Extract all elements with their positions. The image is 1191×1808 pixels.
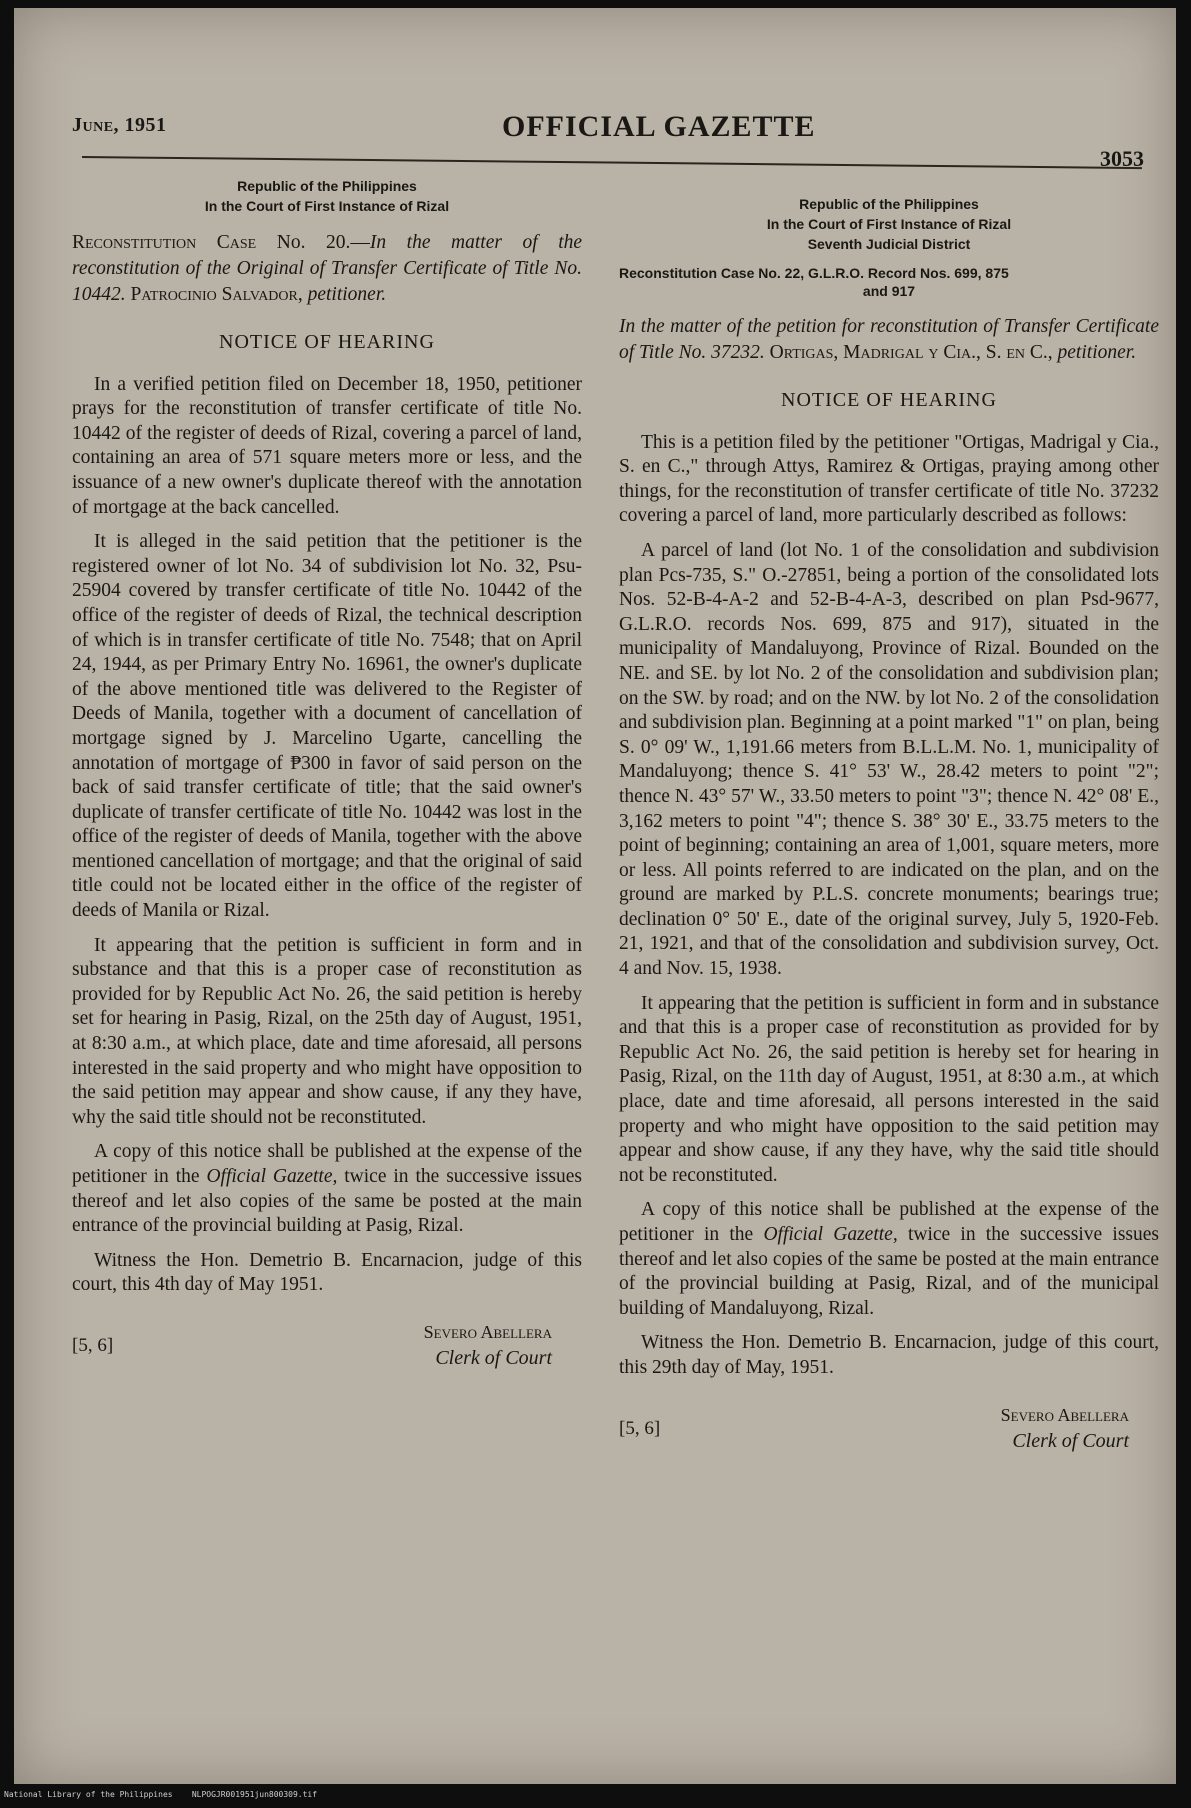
issue-ref: [5, 6] — [72, 1334, 114, 1356]
clerk-name: Severo Abellera — [423, 1321, 552, 1342]
court-line: Republic of the Philippines — [799, 196, 979, 212]
case-caption — [619, 314, 1159, 366]
left-notice — [72, 176, 582, 1380]
signature-block — [619, 1403, 1159, 1463]
petitioner-name: Ortigas, Madrigal y Cia., S. en C., — [769, 342, 1053, 363]
record-text: and 917 — [862, 283, 916, 299]
notice-title: NOTICE OF HEARING — [219, 331, 435, 353]
court-line: In the Court of First Instance of Rizal — [766, 216, 1012, 232]
paragraph — [72, 1140, 582, 1238]
clerk-name: Severo Abellera — [1000, 1404, 1129, 1425]
court-line: Republic of the Philippines — [237, 178, 417, 194]
paragraph: In a verified petition filed on December 18, 1950, petitioner prays for the reconstitution of transfer certificate of title No. 10442 of the register of deeds of Rizal, covering a parcel of land, containing an area of 571 square meters more or less, and the issuance of a new owner's duplicate thereof with the annotation of mortgage at the back cancelled. — [72, 373, 582, 518]
paragraph-text: A copy of this notice shall be published at the expense of the petitioner in the — [72, 1141, 582, 1187]
case-caption — [72, 230, 582, 308]
paragraph: It appearing that the petition is sufficient in form and in substance and that this is a proper case of reconstitution as provided for by Republic Act No. 26, the said petition is hereby set for hearing in Pasig, Rizal, on the 25th day of August, 1951, at 8:30 a.m., at which place, date and time aforesaid, all persons interested in the said property and who might have opposition to the said petition may appear and show cause, if any they have, why the said title should not be reconstituted. — [72, 934, 582, 1128]
gazette-name: Official Gazette, — [206, 1166, 338, 1187]
paragraph-text: twice in the successive issues thereof and let also copies of the same be posted at the main entrance of the provincial building at Pasig, Rizal. — [72, 1166, 582, 1237]
paragraph-text: twice in the successive issues thereof and let also copies of the same be posted at the main entrance of the provincial building at Pasig, Rizal, and of the municipal building of Mandaluyong, Rizal. — [619, 1224, 1159, 1319]
record-line — [619, 264, 1159, 300]
paragraph: It appearing that the petition is sufficient in form and in substance and that this is a proper case of reconstitution as provided for by Republic Act No. 26, the said petition is hereby set for hearing in Pasig, Rizal, on the 11th day of August, 1951, at 8:30 a.m., at which place, date and time aforesaid, all persons interested in the said property and who might have opposition to the said petition may appear and show cause, if any they have, why the said title should not be reconstituted. — [619, 992, 1159, 1186]
paragraph: Witness the Hon. Demetrio B. Encarnacion, judge of this court, this 4th day of May 1951. — [72, 1249, 582, 1296]
issue-date: June, 1951 — [72, 114, 167, 136]
clerk-role: Clerk of Court — [435, 1346, 552, 1369]
gazette-page — [14, 8, 1176, 1784]
paragraph — [619, 1198, 1159, 1321]
publication-title: OFFICIAL GAZETTE — [502, 110, 816, 143]
case-matter: In the matter of the reconstitution of the Original of Transfer Certificate of Title No. 10442. — [72, 232, 583, 305]
case-matter: In the matter of the petition for reconstitution of Transfer Certificate of Title No. 37232. — [619, 316, 1159, 363]
petitioner-name: Patrocinio Salvador, — [130, 284, 303, 305]
record-text: Reconstitution Case No. 22, G.L.R.O. Record Nos. 699, 875 — [619, 265, 1009, 281]
paragraph: This is a petition filed by the petitioner "Ortigas, Madrigal y Cia., S. en C.," through Attys, Ramirez & Ortigas, praying among other things, for the reconstitution of transfer certificate of title No. 37232 covering a parcel of land, more particularly described as follows: — [619, 431, 1159, 527]
right-notice — [619, 194, 1159, 1463]
issue-ref: [5, 6] — [619, 1417, 661, 1439]
signature-block — [72, 1320, 582, 1380]
petitioner-role: petitioner. — [307, 284, 387, 305]
case-number: No. 20.— — [276, 232, 370, 253]
page-number: 3053 — [1100, 146, 1144, 171]
paragraph: Witness the Hon. Demetrio B. Encarnacion, judge of this court, this 29th day of May, 1951. — [619, 1332, 1159, 1378]
page-header — [72, 104, 1172, 171]
clerk-role: Clerk of Court — [1012, 1429, 1129, 1452]
petitioner-role: petitioner. — [1057, 342, 1137, 363]
paragraph-text: A copy of this notice shall be published at the expense of the petitioner in the — [619, 1199, 1159, 1245]
court-line: In the Court of First Instance of Rizal — [204, 198, 450, 214]
scan-source-caption: National Library of the Philippines NLPOGJR001951jun800309.tif — [4, 1790, 318, 1799]
case-label: Reconstitution Case — [72, 232, 257, 253]
gazette-name: Official Gazette, — [763, 1224, 898, 1245]
paragraph: A parcel of land (lot No. 1 of the consolidation and subdivision plan Pcs-735, S." O.-27851, being a portion of the consolidated lots Nos. 52-B-4-A-2 and 52-B-4-A-3, described on plan Psd-9677, G.L.R.O. records Nos. 699, 875 and 917), situated in the municipality of Mandaluyong, Province of Rizal. Bounded on the NE. and SE. by lot No. 2 of the consolidation and subdivision plan; on the SW. by road; and on the NW. by lot No. 2 of the consolidation and subdivision plan. Beginning at a point marked "1" on plan, being S. 0° 09' W., 1,191.66 meters from B.L.L.M. No. 1, municipality of Mandaluyong; thence S. 41° 53' W., 28.42 meters to point "2"; thence N. 43° 57' W., 33.50 meters to point "3"; thence N. 42° 08' E., 3,162 meters to point "4"; thence S. 38° 30' E., 33.75 meters to the point of beginning; containing an area of 1,001, square meters, more or less. All points referred to are indicated on the plan, and on the ground are marked by P.L.S. concrete monuments; bearings true; declination 0° 50' E., date of the original survey, July 5, 1920-Feb. 21, 1921, and that of the consolidation and subdivision survey, Oct. 4 and Nov. 15, 1938. — [619, 539, 1159, 980]
notice-title: NOTICE OF HEARING — [781, 389, 997, 411]
paragraph: It is alleged in the said petition that the petitioner is the registered owner of lot No. 34 of subdivision lot No. 32, Psu-25904 covered by transfer certificate of title No. 10442 of the office of the register of deeds of Rizal, the technical description of which is in transfer certificate of title No. 7548; that on April 24, 1944, as per Primary Entry No. 16961, the owner's duplicate of the above mentioned title was delivered to the Register of Deeds of Manila, together with a document of cancellation of mortgage signed by J. Marcelino Ugarte, cancelling the annotation of mortgage of ₱300 in favor of said person on the back of said transfer certificate of title; that the said owner's duplicate of transfer certificate of title No. 10442 was lost in the office of the register of deeds of Manila, together with the above mentioned cancellation of mortgage; and that the original of said title could not be located either in the office of the register of deeds of Manila or Rizal. — [72, 531, 582, 922]
court-line: Seventh Judicial District — [807, 236, 971, 252]
